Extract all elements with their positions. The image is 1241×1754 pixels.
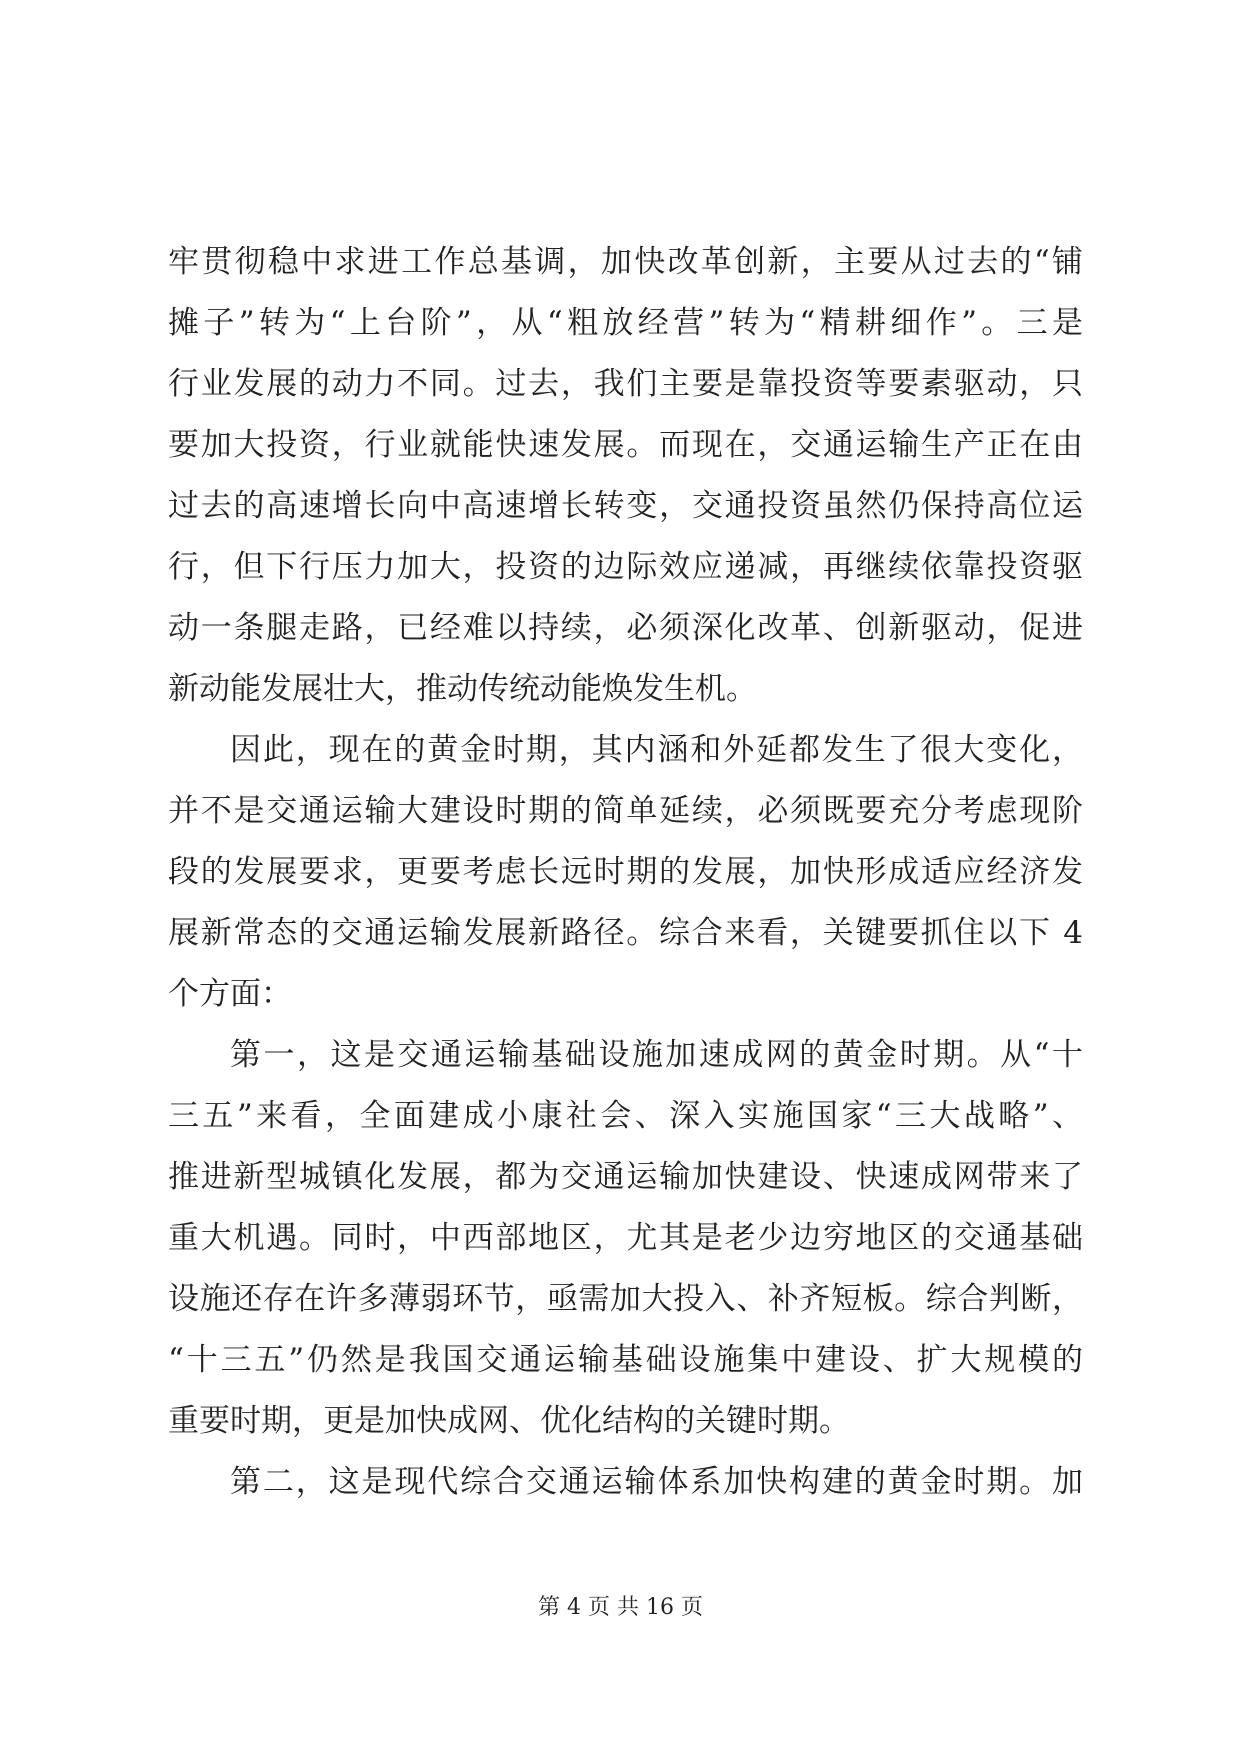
text-line: 个方面： [168,976,292,1012]
text-line: 并不是交通运输大建设时期的简单延续，必须既要充分考虑现阶 [168,793,1083,829]
text-line: 摊子”转为“上台阶”，从“粗放经营”转为“精耕细作”。三是 [168,305,1083,341]
text-line: 过去的高速增长向中高速增长转变，交通投资虽然仍保持高位运 [168,488,1083,524]
text-line: 动一条腿走路，已经难以持续，必须深化改革、创新驱动，促进 [168,610,1083,646]
text-line: 要加大投资，行业就能快速发展。而现在，交通运输生产正在由 [168,427,1083,463]
text-line: 因此，现在的黄金时期，其内涵和外延都发生了很大变化， [230,732,1083,768]
document-body [168,232,1083,1513]
text-line: 三五”来看，全面建成小康社会、深入实施国家“三大战略”、 [168,1098,1083,1134]
text-line: 展新常态的交通运输发展新路径。综合来看，关键要抓住以下 4 [168,915,1083,951]
text-line: “十三五”仍然是我国交通运输基础设施集中建设、扩大规模的 [168,1342,1083,1378]
text-line: 第二，这是现代综合交通运输体系加快构建的黄金时期。加 [230,1464,1083,1500]
text-line: 牢贯彻稳中求进工作总基调，加快改革创新，主要从过去的“铺 [168,244,1083,280]
text-line: 第一，这是交通运输基础设施加速成网的黄金时期。从“十 [230,1037,1083,1073]
text-line: 设施还存在许多薄弱环节，亟需加大投入、补齐短板。综合判断， [168,1281,1083,1317]
page-number-footer: 第 4 页 共 16 页 [538,1595,703,1620]
text-line: 行，但下行压力加大，投资的边际效应递减，再继续依靠投资驱 [168,549,1083,585]
text-line: 行业发展的动力不同。过去，我们主要是靠投资等要素驱动，只 [168,366,1083,402]
text-line: 段的发展要求，更要考虑长远时期的发展，加快形成适应经济发 [168,854,1083,890]
text-line: 重要时期，更是加快成网、优化结构的关键时期。 [168,1403,850,1439]
text-line: 新动能发展壮大，推动传统动能焕发生机。 [168,671,757,707]
text-line: 重大机遇。同时，中西部地区，尤其是老少边穷地区的交通基础 [168,1220,1083,1256]
text-line: 推进新型城镇化发展，都为交通运输加快建设、快速成网带来了 [168,1159,1083,1195]
